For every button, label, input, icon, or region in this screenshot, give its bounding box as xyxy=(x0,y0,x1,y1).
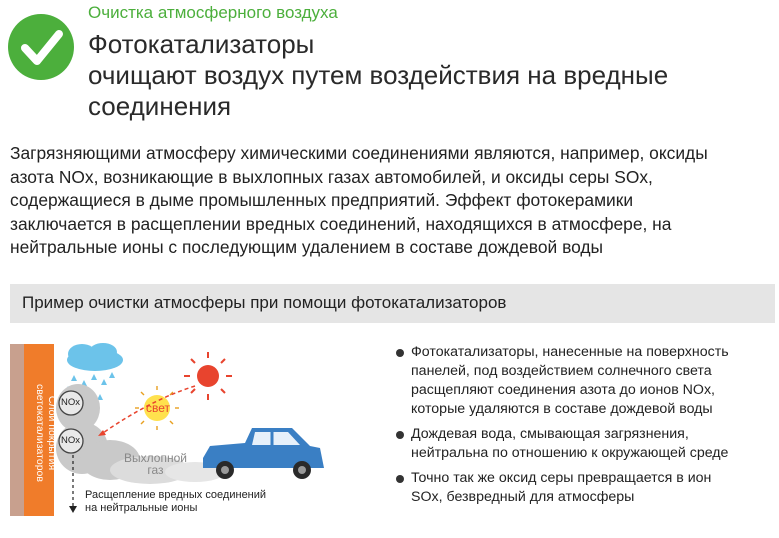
bullet-line: SOx, безвредный для атмосферы xyxy=(411,489,635,505)
intro-line: содержащиеся в дыме промышленных предприятий. Эффект фотокерамики xyxy=(10,190,634,210)
headline-line: соединения xyxy=(88,91,232,121)
bullet-list xyxy=(395,343,775,513)
coating-label-line: светокатализаторов xyxy=(34,384,46,482)
exhaust-label-line: Выхлопной xyxy=(124,451,187,465)
intro-line: нейтральные ионы с последующим удалением в составе дождевой воды xyxy=(10,237,604,257)
coating-label xyxy=(36,358,56,508)
bullet-line: нейтральна по отношению к окружающей среде xyxy=(411,445,729,461)
bullet-line: панелей, под воздействием солнечного света xyxy=(411,363,712,379)
bullet-line: расщепляют соединения азота до ионов NOx, xyxy=(411,382,715,398)
wall-panel xyxy=(10,344,24,516)
page-title xyxy=(88,29,668,122)
nox-label: NOx xyxy=(61,397,80,408)
intro-paragraph xyxy=(10,142,775,260)
section-header xyxy=(10,284,775,323)
bullet-line: которые удаляются в составе дождевой воды xyxy=(411,401,713,417)
checkmark-icon xyxy=(8,14,74,80)
coating-label-line: Слой покрытия xyxy=(46,395,58,471)
bullet-line: Точно так же оксид серы превращается в ион xyxy=(411,470,712,486)
car-icon xyxy=(203,428,324,479)
caption-line: на нейтральные ионы xyxy=(85,502,198,514)
bullet-line: Фотокатализаторы, нанесенные на поверхность xyxy=(411,344,729,360)
exhaust-label-line: газ xyxy=(147,463,164,477)
section-title: Пример очистки атмосферы при помощи фотокатализаторов xyxy=(22,293,507,312)
list-item xyxy=(395,425,775,463)
light-label: свет xyxy=(146,401,171,415)
intro-line: азота NOx, возникающие в выхлопных газах автомобилей, и оксиды серы SOx, xyxy=(10,166,653,187)
nox-label: NOx xyxy=(61,435,80,446)
bullet-icon xyxy=(396,349,404,357)
category-label: Очистка атмосферного воздуха xyxy=(88,3,338,22)
bullet-icon xyxy=(396,475,404,483)
diagram-caption xyxy=(85,489,266,515)
cloud-icon xyxy=(67,343,123,371)
list-item xyxy=(395,343,775,419)
headline-line: Фотокатализаторы xyxy=(88,29,315,59)
sun-icon xyxy=(184,352,232,400)
list-item xyxy=(395,469,775,507)
exhaust-label xyxy=(124,452,187,476)
bullet-icon xyxy=(396,431,404,439)
headline-line: очищают воздух путем воздействия на вредные xyxy=(88,60,669,90)
intro-line: Загрязняющими атмосферу химическими соединениями являются, например, оксиды xyxy=(10,143,708,163)
caption-line: Расщепление вредных соединений xyxy=(85,489,267,501)
bullet-line: Дождевая вода, смывающая загрязнения, xyxy=(411,426,689,442)
intro-line: заключается в расщеплении вредных соединений, находящихся в атмосфере, на xyxy=(10,213,672,234)
